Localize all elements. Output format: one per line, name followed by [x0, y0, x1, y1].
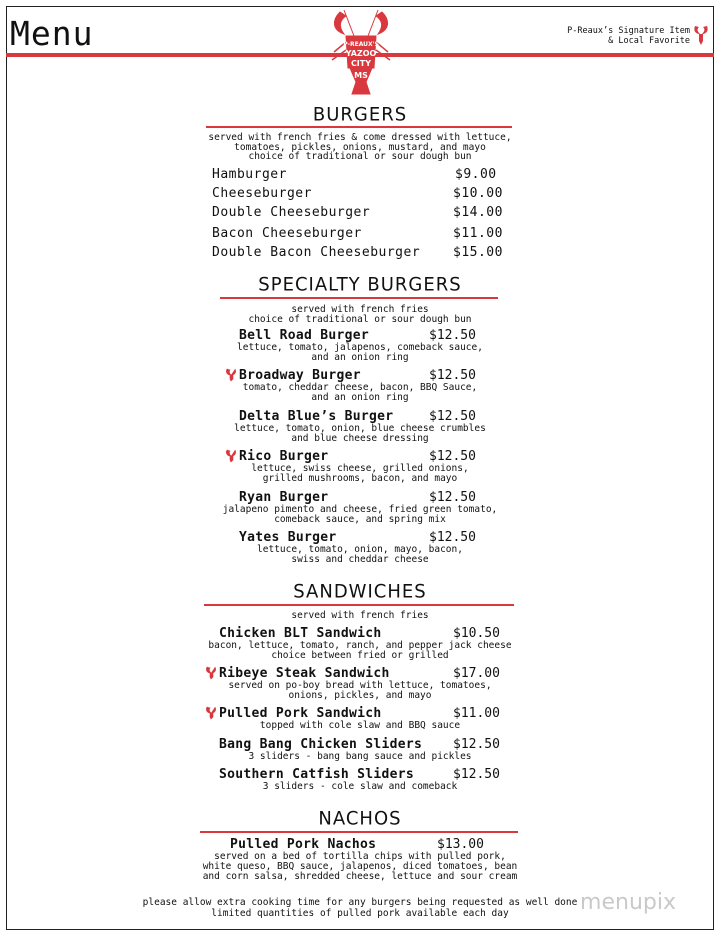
signature-crawfish-icon — [225, 449, 237, 463]
item-name: Cheeseburger — [212, 186, 312, 201]
watermark: menupix — [580, 890, 676, 915]
section-title-sandwiches: SANDWICHES — [293, 580, 427, 603]
item-price: $11.00 — [453, 706, 500, 721]
item-price: $12.50 — [429, 409, 476, 424]
svg-text:MS: MS — [354, 71, 368, 80]
section-title-specialty-burgers: SPECIALTY BURGERS — [258, 273, 462, 296]
item-name: Rico Burger — [239, 449, 329, 464]
item-price: $12.50 — [429, 328, 476, 343]
item-name: Yates Burger — [239, 530, 337, 545]
item-price: $12.50 — [453, 767, 500, 782]
item-description: topped with cole slaw and BBQ sauce — [259, 720, 461, 731]
item-price: $12.50 — [453, 737, 500, 752]
item-name: Chicken BLT Sandwich — [219, 626, 382, 641]
item-description: 3 sliders - bang bang sauce and pickles — [248, 751, 472, 762]
item-price: $12.50 — [429, 530, 476, 545]
signature-crawfish-icon — [205, 666, 217, 680]
section-rule — [204, 604, 514, 606]
signature-legend-line2: & Local Favorite — [608, 36, 690, 46]
item-price: $14.00 — [453, 205, 503, 220]
page-title: Menu — [10, 14, 94, 53]
item-description: 3 sliders - cole slaw and comeback — [262, 781, 458, 792]
section-rule — [200, 831, 518, 833]
item-description: bacon, lettuce, tomato, ranch, and pepper jack cheese choice between fried or grilled — [208, 640, 512, 661]
item-description: lettuce, swiss cheese, grilled onions, grilled mushrooms, bacon, and mayo — [251, 463, 469, 484]
item-price: $12.50 — [429, 449, 476, 464]
item-name: Ribeye Steak Sandwich — [219, 666, 390, 681]
item-description: served on a bed of tortilla chips with pulled pork, white queso, BBQ sauce, jalapenos, diced tomatoes, bean and corn salsa, shredded cheese, lettuce and sour cream — [202, 851, 518, 882]
item-description: tomato, cheddar cheese, bacon, BBQ Sauce, and an onion ring — [242, 382, 478, 403]
item-name: Pulled Pork Sandwich — [219, 706, 382, 721]
item-description: lettuce, tomato, onion, mayo, bacon, swiss and cheddar cheese — [257, 544, 463, 565]
signature-crawfish-icon — [205, 706, 217, 720]
signature-crawfish-icon — [225, 368, 237, 382]
item-name: Pulled Pork Nachos — [230, 837, 377, 852]
item-price: $12.50 — [429, 490, 476, 505]
signature-legend-line1: P-Reaux’s Signature Item — [567, 26, 690, 36]
section-rule — [220, 297, 498, 299]
signature-legend — [567, 26, 690, 46]
item-price: $17.00 — [453, 666, 500, 681]
item-name: Delta Blue’s Burger — [239, 409, 394, 424]
item-price: $15.00 — [453, 245, 503, 260]
item-name: Double Bacon Cheeseburger — [212, 245, 421, 260]
item-name: Ryan Burger — [239, 490, 329, 505]
item-name: Double Cheeseburger — [212, 205, 371, 220]
section-title-burgers: BURGERS — [312, 103, 408, 126]
section-rule — [206, 126, 512, 128]
svg-text:P-REAUX'S: P-REAUX'S — [343, 41, 379, 48]
item-name: Bacon Cheeseburger — [212, 226, 362, 241]
item-description: served on po-boy bread with lettuce, tomatoes, onions, pickles, and mayo — [228, 680, 492, 701]
sandwiches-note: served with french fries — [291, 610, 429, 621]
item-name: Southern Catfish Sliders — [219, 767, 415, 782]
svg-text:YAZOO: YAZOO — [345, 49, 377, 58]
item-price: $10.50 — [453, 626, 500, 641]
item-price: $9.00 — [455, 167, 497, 182]
item-price: $13.00 — [437, 837, 484, 852]
item-price: $12.50 — [429, 368, 476, 383]
item-name: Bell Road Burger — [239, 328, 370, 343]
item-name: Bang Bang Chicken Sliders — [219, 737, 423, 752]
item-price: $10.00 — [453, 186, 503, 201]
specialty-note: served with french fries choice of traditional or sour dough bun — [248, 304, 472, 325]
footer-note: please allow extra cooking time for any burgers being requested as well done limited quantities of pulled pork available each day — [142, 897, 578, 919]
item-name: Broadway Burger — [239, 368, 361, 383]
item-description: lettuce, tomato, onion, blue cheese crumbles and blue cheese dressing — [234, 423, 486, 444]
item-description: lettuce, tomato, jalapenos, comeback sauce, and an onion ring — [237, 342, 483, 363]
svg-text:CITY: CITY — [350, 59, 372, 68]
item-description: jalapeno pimento and cheese, fried green tomato, comeback sauce, and spring mix — [222, 504, 498, 525]
section-title-nachos: NACHOS — [318, 807, 402, 830]
burgers-note: served with french fries & come dressed with lettuce, tomatoes, pickles, onions, mustard, and mayo choice of traditional or sour dough bun — [208, 132, 512, 162]
crawfish-icon — [692, 24, 710, 46]
item-price: $11.00 — [453, 226, 503, 241]
item-name: Hamburger — [212, 167, 287, 182]
crawfish-logo — [326, 6, 396, 98]
